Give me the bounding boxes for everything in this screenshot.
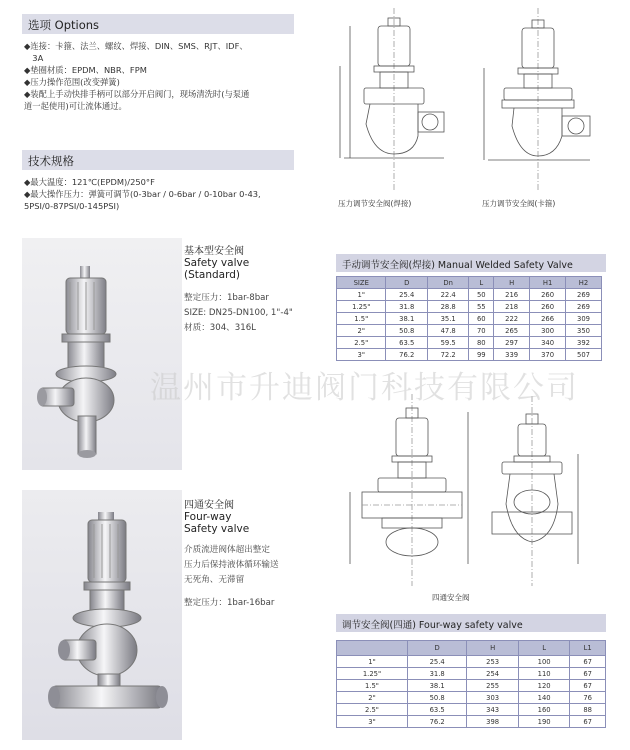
- table-cell: 2.5": [337, 704, 408, 716]
- clamp-drawing-caption: 压力调节安全阀(卡箍): [482, 199, 556, 208]
- table2-title-text: 调节安全阀(四通) Four-way safety valve: [342, 620, 523, 631]
- product1-material: 材质：304、316L: [184, 323, 256, 333]
- table-row: [337, 325, 602, 337]
- product2-name-en-2: Safety valve: [184, 523, 250, 535]
- table-cell: 269: [566, 289, 602, 301]
- table-cell: 3": [337, 716, 408, 728]
- product1-info: [184, 242, 314, 336]
- specs-header: [22, 150, 294, 170]
- column-header: Dn: [427, 277, 468, 289]
- table-cell: 297: [494, 337, 530, 349]
- table-cell: 63.5: [407, 704, 466, 716]
- list-item: ◆最大温度：121℃(EPDM)/250°F: [24, 177, 155, 187]
- table-cell: 1.5": [337, 313, 386, 325]
- product1-pressure: 整定压力：1bar-8bar: [184, 293, 269, 303]
- column-header: SIZE: [337, 277, 386, 289]
- table-cell: 254: [467, 668, 519, 680]
- table-cell: 88: [570, 704, 606, 716]
- table-cell: 50.8: [386, 325, 427, 337]
- table-cell: 216: [494, 289, 530, 301]
- table-cell: 507: [566, 349, 602, 361]
- table1-title-text: 手动调节安全阀(焊接) Manual Welded Safety Valve: [342, 260, 573, 271]
- table-row: [337, 680, 606, 692]
- column-header: H: [494, 277, 530, 289]
- four-way-valve-drawing: [342, 392, 604, 588]
- table-cell: 392: [566, 337, 602, 349]
- table-cell: 38.1: [407, 680, 466, 692]
- table-cell: 31.8: [386, 301, 427, 313]
- table-cell: 70: [469, 325, 494, 337]
- column-header: L: [518, 641, 570, 656]
- table-row: [337, 301, 602, 313]
- table-cell: 260: [530, 289, 566, 301]
- column-header: L1: [570, 641, 606, 656]
- table-cell: 1.25": [337, 301, 386, 313]
- table-cell: 190: [518, 716, 570, 728]
- product1-size: SIZE: DN25-DN100, 1"-4": [184, 308, 293, 318]
- table-cell: 22.4: [427, 289, 468, 301]
- table-cell: 350: [566, 325, 602, 337]
- options-title: 选项 Options: [28, 18, 100, 32]
- column-header: D: [407, 641, 466, 656]
- table-cell: 2": [337, 325, 386, 337]
- table-cell: 25.4: [407, 656, 466, 668]
- table-cell: 266: [530, 313, 566, 325]
- product2-info: [184, 496, 314, 611]
- list-item: ◆最大操作压力：弹簧可调节(0-3bar / 0-6bar / 0-10bar 0-43,: [24, 189, 261, 199]
- table-cell: 38.1: [386, 313, 427, 325]
- table-cell: 309: [566, 313, 602, 325]
- table-cell: 218: [494, 301, 530, 313]
- table-cell: 300: [530, 325, 566, 337]
- welded-drawing-caption: 压力调节安全阀(焊接): [338, 199, 412, 208]
- table1-title: [336, 254, 606, 272]
- product1-name-en-2: (Standard): [184, 269, 240, 281]
- table-cell: 1.25": [337, 668, 408, 680]
- table-cell: 343: [467, 704, 519, 716]
- table-cell: 255: [467, 680, 519, 692]
- table-cell: 269: [566, 301, 602, 313]
- table-cell: 67: [570, 656, 606, 668]
- table-row: [337, 668, 606, 680]
- list-item: ◆压力操作范围(改变弹簧): [24, 77, 120, 87]
- table-row: [337, 289, 602, 301]
- table-cell: 303: [467, 692, 519, 704]
- specs-list: [24, 176, 304, 212]
- table-row: [337, 313, 602, 325]
- table2-title: [336, 614, 606, 632]
- product2-pressure: 整定压力：1bar-16bar: [184, 598, 275, 608]
- list-item: ◆垫圈材质：EPDM、NBR、FPM: [24, 65, 147, 75]
- column-header: D: [386, 277, 427, 289]
- table-cell: 1": [337, 289, 386, 301]
- list-item: 5PSI/0-87PSI/0-145PSI): [24, 201, 120, 211]
- table-cell: 47.8: [427, 325, 468, 337]
- product1-name-cn: 基本型安全阀: [184, 246, 244, 257]
- four-way-safety-valve-photo: [22, 490, 182, 740]
- table-row: [337, 656, 606, 668]
- four-way-valve-illustration: [22, 490, 182, 740]
- table-row: [337, 692, 606, 704]
- table-cell: 253: [467, 656, 519, 668]
- valve-illustration: [22, 238, 182, 470]
- table-row: [337, 716, 606, 728]
- product2-name-en-1: Four-way: [184, 511, 232, 523]
- table-cell: 3": [337, 349, 386, 361]
- table-cell: 76.2: [386, 349, 427, 361]
- table-cell: 370: [530, 349, 566, 361]
- table-cell: 55: [469, 301, 494, 313]
- table-cell: 398: [467, 716, 519, 728]
- table-cell: 76: [570, 692, 606, 704]
- table-cell: 2.5": [337, 337, 386, 349]
- specs-title: 技术规格: [28, 154, 74, 168]
- column-header: [337, 641, 408, 656]
- options-header: [22, 14, 294, 34]
- table-cell: 2": [337, 692, 408, 704]
- manual-welded-table: [336, 276, 602, 361]
- table-cell: 160: [518, 704, 570, 716]
- table-cell: 80: [469, 337, 494, 349]
- table-cell: 76.2: [407, 716, 466, 728]
- table-cell: 140: [518, 692, 570, 704]
- table-cell: 1.5": [337, 680, 408, 692]
- clamp-valve-drawing: [476, 6, 600, 194]
- table-cell: 260: [530, 301, 566, 313]
- table-cell: 340: [530, 337, 566, 349]
- table-cell: 1": [337, 656, 408, 668]
- four-way-table: [336, 640, 606, 728]
- table-cell: 99: [469, 349, 494, 361]
- table-cell: 67: [570, 668, 606, 680]
- table-cell: 59.5: [427, 337, 468, 349]
- welded-valve-drawing: [334, 6, 454, 194]
- table-cell: 110: [518, 668, 570, 680]
- product2-desc-1: 介质流进阀体超出整定: [184, 545, 270, 555]
- table-cell: 28.8: [427, 301, 468, 313]
- table-cell: 67: [570, 680, 606, 692]
- table-cell: 67: [570, 716, 606, 728]
- table-cell: 222: [494, 313, 530, 325]
- table-row: [337, 349, 602, 361]
- table-cell: 120: [518, 680, 570, 692]
- list-item: 道一起使用)可让流体通过。: [24, 101, 127, 111]
- table-cell: 60: [469, 313, 494, 325]
- column-header: L: [469, 277, 494, 289]
- table-cell: 35.1: [427, 313, 468, 325]
- table-cell: 339: [494, 349, 530, 361]
- table-cell: 100: [518, 656, 570, 668]
- list-item: ◆装配上手动快排手柄可以部分开启阀门，现场清洗时(与泵通: [24, 89, 250, 99]
- table-row: [337, 704, 606, 716]
- column-header: H: [467, 641, 519, 656]
- company-watermark: 温州市升迪阀门科技有限公司: [150, 370, 579, 406]
- fourway-drawing-caption: 四通安全阀: [432, 593, 470, 602]
- options-list: [24, 40, 304, 112]
- column-header: H2: [566, 277, 602, 289]
- column-header: H1: [530, 277, 566, 289]
- list-item: 3A: [24, 53, 44, 63]
- table-header-row: [337, 641, 606, 656]
- table-cell: 31.8: [407, 668, 466, 680]
- product2-desc-3: 无死角、无滞留: [184, 575, 245, 585]
- table-cell: 50: [469, 289, 494, 301]
- safety-valve-standard-photo: [22, 238, 182, 470]
- table-cell: 72.2: [427, 349, 468, 361]
- table-cell: 265: [494, 325, 530, 337]
- product2-desc-2: 压力后保持液体循环输送: [184, 560, 279, 570]
- table-header-row: [337, 277, 602, 289]
- table-row: [337, 337, 602, 349]
- table-cell: 50.8: [407, 692, 466, 704]
- product1-name-en-1: Safety valve: [184, 257, 250, 269]
- list-item: ◆连接：卡箍、法兰、螺纹、焊接、DIN、SMS、RJT、IDF、: [24, 41, 248, 51]
- table-cell: 63.5: [386, 337, 427, 349]
- product2-name-cn: 四通安全阀: [184, 500, 234, 511]
- table-cell: 25.4: [386, 289, 427, 301]
